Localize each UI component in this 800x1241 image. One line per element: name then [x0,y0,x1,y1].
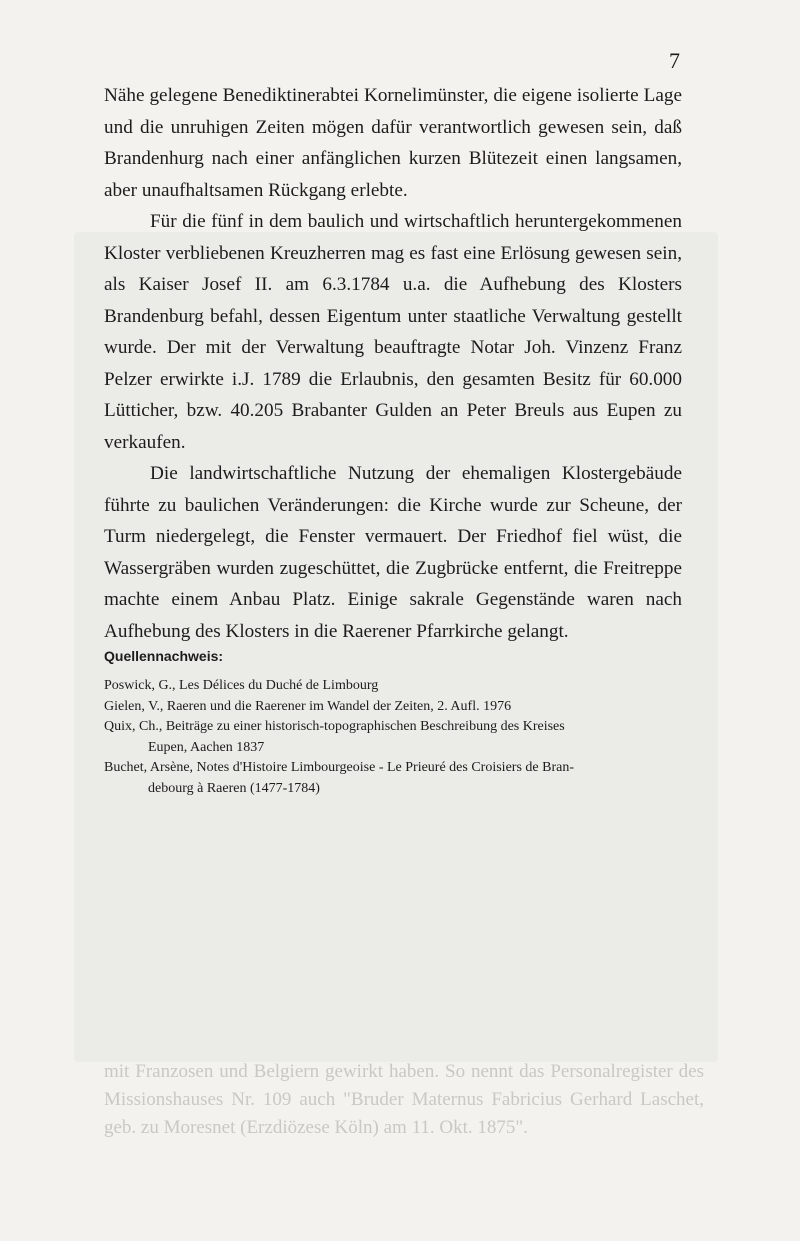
source-entry-continuation: Eupen, Aachen 1837 [148,739,265,755]
sources-heading: Quellennachweis: [104,648,224,664]
paragraph-2: Für die fünf in dem baulich und wirtschaftlich heruntergekommenen Kloster verbliebenen Kreuzherren mag es fast eine Erlösung gewesen sein, als Kaiser Josef II. am 6.3.1784 u.a. die Aufhebung des Klosters Brandenburg befahl, dessen Eigentum unter staatliche Verwaltung gestellt wurde. Der mit der Verwaltung beauftragte Notar Joh. Vinzenz Franz Pelzer erwirkte i.J. 1789 die Erlaubnis, den gesamten Besitz für 60.000 Lütticher, bzw. 40.205 Brabanter Gulden an Peter Breuls aus Eupen zu verkaufen. [104,211,682,453]
source-entry-text: Buchet, Arsène, Notes d'Histoire Limbourgeoise - Le Prieuré des Croisiers de Bran- [104,760,574,775]
source-entry [104,717,682,758]
main-text [104,80,682,647]
source-entry [104,758,682,799]
source-entry-continuation: debourg à Raeren (1477-1784) [148,780,320,796]
source-entry-text: Poswick, G., Les Délices du Duché de Limbourg [104,678,379,693]
source-entry [104,697,682,718]
reverse-side-text: mit Franzosen und Belgiern gewirkt haben. So nennt das Personalregister des Missionshauses Nr. 109 auch "Bruder Maternus Fabricius Gerhard Laschet, geb. zu Moresnet (Erzdiözese Köln) am 11. Okt. 1875". [104,1061,704,1138]
source-entry-text: Quix, Ch., Beiträge zu einer historisch-topographischen Beschreibung des Kreises [104,719,565,734]
paragraph-3: Die landwirtschaftliche Nutzung der ehemaligen Klostergebäude führte zu baulichen Veränderungen: die Kirche wurde zur Scheune, der Turm niedergelegt, die Fenster vermauert. Der Friedhof fiel wüst, die Wassergräben wurden zugeschüttet, die Zugbrücke entfernt, die Freitreppe machte einem Anbau Platz. Einige sakrale Gegenstände waren nach Aufhebung des Klosters in die Raerener Pfarrkirche gelangt. [104,463,682,642]
sources-section [104,648,682,799]
paragraph-1: Nähe gelegene Benediktinerabtei Kornelimünster, die eigene isolierte Lage und die unruhigen Zeiten mögen dafür verantwortlich gewesen sein, daß Brandenhurg nach einer anfänglichen kurzen Blütezeit einen langsamen, aber unaufhaltsamen Rückgang erlebte. [104,85,682,201]
source-entry-text: Gielen, V., Raeren und die Raerener im Wandel der Zeiten, 2. Aufl. 1976 [104,698,512,714]
page-number: 7 [669,48,680,73]
source-entry [104,676,682,697]
